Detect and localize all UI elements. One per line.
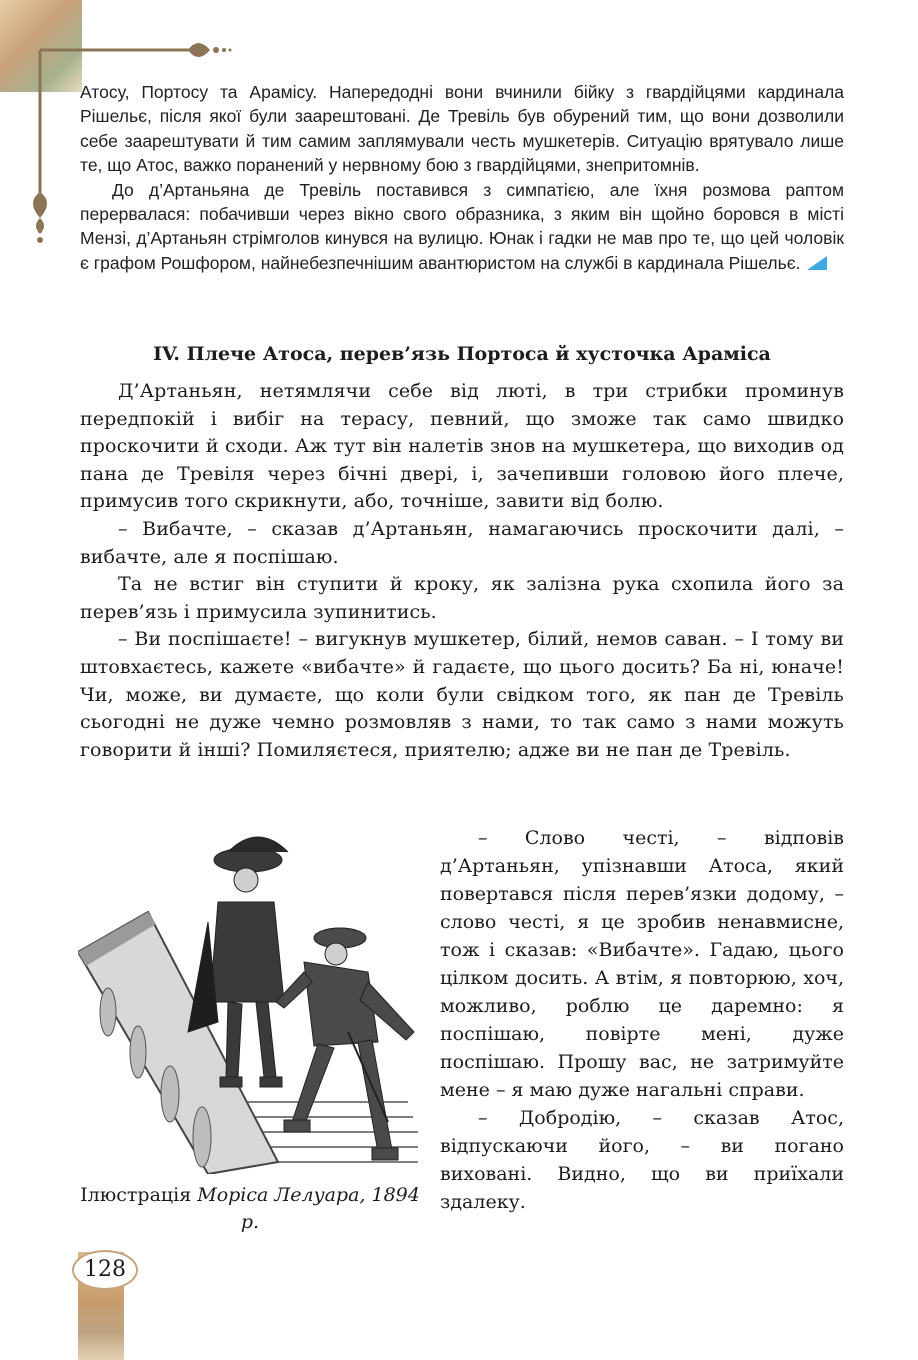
caption-author: Моріса Лелуара, 1894 р. — [197, 1184, 420, 1233]
chapter-title: IV. Плече Атоса, перев’язь Портоса й хусточка Араміса — [153, 343, 771, 365]
caption-prefix: Ілюстрація — [80, 1184, 192, 1206]
intro-text — [80, 80, 844, 275]
intro-paragraph — [80, 178, 844, 276]
intro-paragraph-text: До д’Артаньяна де Тревіль поставився з симпатією, але їхня розмова раптом перервалася: побачивши через вікно свого образника, з яким він щойно боровся в місті Мензі, д’Артаньян стрімголов кинувся на вулицю. Юнак і гадки не мав про те, що цей чоловік є графом Рошфором, найнебезпечнішим авантюристом на службі в кардинала Рішельє. — [80, 179, 844, 273]
illustration — [78, 832, 422, 1174]
main-paragraph: – Ви поспішаєте! – вигукнув мушкетер, білий, немов саван. – І тому ви штовхаєтесь, кажете «вибачте» й гадаєте, що цього досить? Ба ні, юначе! Чи, може, ви думаєте, що коли були свідком того, як пан де Тревіль сьогодні не дуже чемно розмовляв з нами, то так само з нами можуть говорити й інші? Помиляєтеся, приятелю; адже ви не пан де Тревіль. — [80, 628, 844, 761]
side-paragraph: – Добродію, – сказав Атос, відпускаючи його, – ви погано виховані. Видно, що ви приїхали здалеку. — [440, 1107, 844, 1213]
main-paragraph: – Вибачте, – сказав д’Артаньян, намагаючись проскочити далі, – вибачте, але я поспішаю. — [80, 517, 844, 568]
intro-paragraph: Атосу, Портосу та Арамісу. Напередодні вони вчинили бійку з гвардійцями кардинала Рішельє, після якої були заарештовані. Де Тревіль був обурений тим, що вони дозволили себе заарештувати й тим самим заплямували честь мушкетерів. Ситуацію врятувало лише те, що Атос, важко поранений у нервному бою з гвардійцями, знепритомнів. — [80, 82, 844, 176]
triangle-end-mark-icon — [807, 256, 827, 270]
page-number: 128 — [72, 1250, 138, 1290]
illustration-drawing — [78, 832, 422, 1174]
main-paragraph: Д’Артаньян, нетямлячи себе від люті, в три стрибки проминув передпокій і вибіг на терасу, певний, що зможе так само швидко проскочити й сходи. Аж тут він налетів знов на мушкетера, що виходив од пана де Тревіля через бічні двері, і, зачепивши головою його плече, примусив того скрикнути, або, точніше, завити від болю. — [80, 380, 844, 513]
illustration-caption — [78, 1182, 422, 1236]
side-paragraph: – Слово честі, – відповів д’Артаньян, упізнавши Атоса, який повертався після перев’язки додому, – слово честі, я це зробив ненавмисне, тож і сказав: «Вибачте». Гадаю, цього цілком досить. А втім, я повторюю, хоч, можливо, роблю це даремно: я поспішаю, повірте мені, дуже поспішаю. Прошу вас, не затримуйте мене – я маю дуже нагальні справи. — [440, 827, 844, 1101]
main-paragraph: Та не встиг він ступити й кроку, як залізна рука схопила його за перев’язь і примусила зупинитись. — [80, 573, 844, 623]
side-text — [440, 824, 844, 1216]
main-text — [80, 378, 844, 764]
